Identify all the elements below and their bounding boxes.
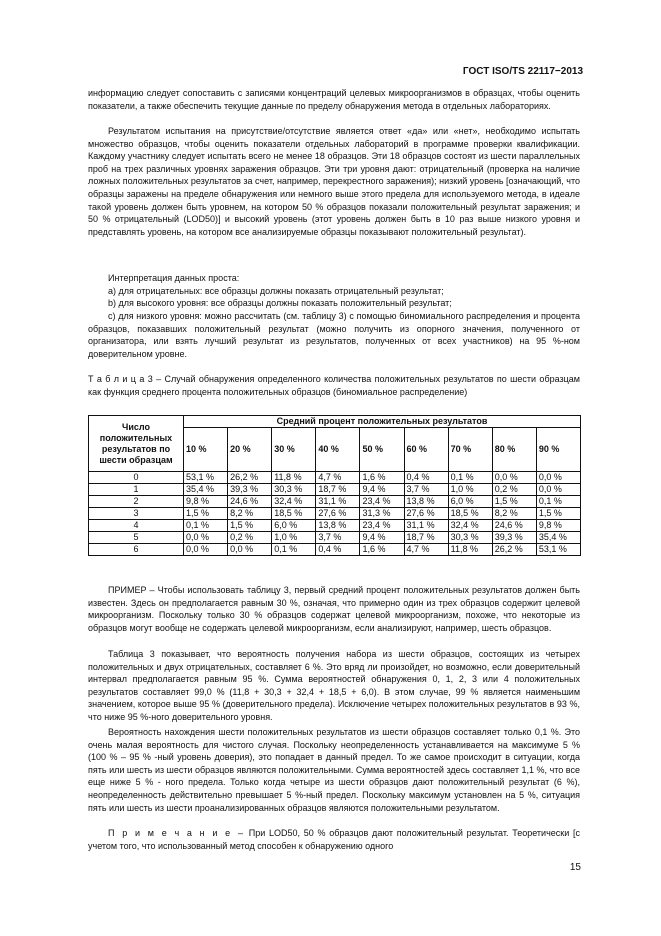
table-cell: 32,4 % — [448, 520, 492, 532]
list-item-b: b) для высокого уровня: все образцы должны показать положительный результат; — [108, 298, 452, 308]
table-column-header: 40 % — [316, 428, 360, 472]
table-cell: 0,0 % — [184, 544, 228, 556]
table-cell: 9,8 % — [536, 520, 580, 532]
table-cell: 24,6 % — [492, 520, 536, 532]
paragraph-8: Вероятность нахождения шести положительных результатов из шести образцов составляет только 0,1 %. Это очень малая вероятность для чистого случая. Поскольку неопределенность устанавливается на максимуме 5 % (100 % – 95 % -ный уровень доверия), это попадает в данный предел. То же самое происходит в ситуации, когда пять или шесть из шести образцов являются положительными. Сумма вероятностей здесь составляет 1,1 %, что все еще ниже 5 % - ного предела. Только когда четыре из шести образцов дают положительный результат (6 %), неопределенность действительно превышает 5 %-ный предел. Поскольку максимум установлен на 5 %, ситуация пять или шесть из шести проанализированных образцов являются положительными результатом. — [88, 727, 580, 813]
table-column-header: 80 % — [492, 428, 536, 472]
table-cell: 0,1 % — [184, 520, 228, 532]
table-cell: 53,1 % — [536, 544, 580, 556]
table-cell: 35,4 % — [536, 532, 580, 544]
table-cell: 0,1 % — [536, 496, 580, 508]
table-cell: 0,2 % — [492, 484, 536, 496]
table-cell: 18,5 % — [448, 508, 492, 520]
table-cell: 18,7 % — [316, 484, 360, 496]
table-cell: 23,4 % — [360, 520, 404, 532]
table-cell: 0,4 % — [316, 544, 360, 556]
table-cell: 0,2 % — [228, 532, 272, 544]
standard-header: ГОСТ ISO/TS 22117−2013 — [462, 66, 583, 77]
table-cell: 9,4 % — [360, 532, 404, 544]
table-cell: 1,5 % — [228, 520, 272, 532]
table-cell: 13,8 % — [316, 520, 360, 532]
table-cell: 35,4 % — [184, 484, 228, 496]
table-cell: 9,4 % — [360, 484, 404, 496]
table-row — [89, 472, 581, 484]
row-count-cell: 5 — [89, 532, 184, 544]
table-cell: 1,0 % — [448, 484, 492, 496]
table-cell: 26,2 % — [492, 544, 536, 556]
table-cell: 3,7 % — [404, 484, 448, 496]
table-cell: 30,3 % — [448, 532, 492, 544]
table-cell: 31,1 % — [404, 520, 448, 532]
table-cell: 31,3 % — [360, 508, 404, 520]
table-row — [89, 508, 581, 520]
row-count-cell: 2 — [89, 496, 184, 508]
row-count-cell: 6 — [89, 544, 184, 556]
table-cell: 4,7 % — [404, 544, 448, 556]
table-cell: 30,3 % — [272, 484, 316, 496]
table-cell: 6,0 % — [448, 496, 492, 508]
table-cell: 1,6 % — [360, 544, 404, 556]
table-cell: 39,3 % — [228, 484, 272, 496]
table-cell: 18,5 % — [272, 508, 316, 520]
table-cell: 24,6 % — [228, 496, 272, 508]
table-cell: 13,8 % — [404, 496, 448, 508]
table-cell: 32,4 % — [272, 496, 316, 508]
table-cell: 39,3 % — [492, 532, 536, 544]
table-row — [89, 496, 581, 508]
table-cell: 0,1 % — [272, 544, 316, 556]
list-item-a: а) для отрицательных: все образцы должны показать отрицательный результат; — [108, 286, 444, 296]
table-cell: 0,0 % — [492, 472, 536, 484]
table-cell: 0,4 % — [404, 472, 448, 484]
list-item-c: с) для низкого уровня: можно рассчитать (см. таблицу 3) с помощью биномиального распределения и процента образцов, показавших положительный результат (можно получить из опорного значения, полученного от организатора, или взять лучший результат из результатов, полученных от всех участников) на 95 %-ном доверительном уровне. — [88, 311, 580, 359]
table-cell: 53,1 % — [184, 472, 228, 484]
table-row — [89, 520, 581, 532]
paragraph-7: Таблица 3 показывает, что вероятность получения набора из шести образцов, состоящих из четырех положительных и двух отрицательных, составляет 6 %. Это вряд ли произойдет, но возможно, если доверительный интервал предполагается равным 95 %. Сумма вероятностей обнаружения 0, 1, 2, 3 или 4 положительных результатов составляет 99,0 % (11,8 + 30,3 + 32,4 + 18,5 + 6,0). В этом случае, 99 % является наименьшим значением, которое выше 95 % (доверительного предела). Исключение четырех положительных результатов в 93 %, что ниже 95 %-ного доверительного уровня. — [88, 649, 580, 722]
table-cell: 1,5 % — [184, 508, 228, 520]
table-caption — [88, 373, 580, 398]
table-cell: 6,0 % — [272, 520, 316, 532]
table-cell: 1,5 % — [536, 508, 580, 520]
table-cell: 8,2 % — [492, 508, 536, 520]
table-column-header: 50 % — [360, 428, 404, 472]
table-caption-text: 3 – Случай обнаружения определенного количества положительных результатов по шести образцам как функция среднего процента положительных образцов (биномиальное распределение) — [88, 374, 580, 397]
table-cell: 9,8 % — [184, 496, 228, 508]
example — [88, 584, 580, 634]
table-column-header: 90 % — [536, 428, 580, 472]
table-cell: 3,7 % — [316, 532, 360, 544]
table-cell: 0,0 % — [184, 532, 228, 544]
table-cell: 23,4 % — [360, 496, 404, 508]
table-cell: 26,2 % — [228, 472, 272, 484]
table-cell: 0,0 % — [228, 544, 272, 556]
row-count-cell: 1 — [89, 484, 184, 496]
table-column-header: 10 % — [184, 428, 228, 472]
table-column-header: 60 % — [404, 428, 448, 472]
example-text: – Чтобы использовать таблицу 3, первый средний процент положительных результатов должен быть известен. Здесь он предполагается равным 30 %, означая, что примерно один из трех образцов содержит целевой микроорганизм. Поскольку только 30 % образцов содержат целевой микроорганизм, похоже, что некоторые из образцов могут вообще не содержать целевой микроорганизм, если анализируют, например, шесть образцов. — [88, 585, 580, 633]
table-cell: 31,1 % — [316, 496, 360, 508]
table-row — [89, 484, 581, 496]
note-label: П р и м е ч а н и е – — [108, 828, 245, 838]
note-text: При LOD50, 50 % образцов дают положительный результат. Теоретически [с учетом того, что использованный метод способен к обнаружению одного — [88, 828, 580, 851]
table-cell: 1,6 % — [360, 472, 404, 484]
table-cell: 27,6 % — [316, 508, 360, 520]
paragraph-2: Результатом испытания на присутствие/отсутствие является ответ «да» или «нет», необходимо испытать множество образцов, чтобы оценить показатели отдельных лабораторий в программе проверки квалификации. Каждому участнику следует испытать всего не менее 18 образцов. Эти 18 образцов состоят из шести параллельных проб на трех различных уровнях заражения образцов. Эти три уровня дают: отрицательный (проверка на наличие ложных положительных результатов за счет, например, перекрестного заражения); низкий уровень [означающий, что образцы заражены на пределе обнаружения или немного выше этого предела для используемого метода, в идеале такой уровень должен быть уровнем, на котором 50 % образцов показали положительный результат заражения; и 50 % отрицательный (LOD50)] и высокий уровень (этот уровень должен быть в 10 раз выше низкого уровня и представлять уровень, на котором все анализируемые образцы показывают положительный результат). — [88, 126, 580, 237]
row-count-cell: 0 — [89, 472, 184, 484]
page-number: 15 — [569, 862, 581, 873]
data-table — [88, 415, 581, 556]
table-column-header: 30 % — [272, 428, 316, 472]
table-cell: 4,7 % — [316, 472, 360, 484]
table-group-header: Средний процент положительных результатов — [184, 416, 581, 428]
table-row — [89, 544, 581, 556]
row-count-cell: 3 — [89, 508, 184, 520]
table-row-header: Число положительных результатов по шести образцам — [89, 416, 184, 472]
paragraph-3: Интерпретация данных проста: — [108, 273, 240, 283]
paragraph-1: информацию следует сопоставить с записями концентраций целевых микроорганизмов в образцах, чтобы оценить показатели, а также обеспечить текущие данные по пределу обнаружения метода в отдельных лабораториях. — [88, 88, 580, 111]
table-cell: 1,0 % — [272, 532, 316, 544]
table-cell: 8,2 % — [228, 508, 272, 520]
note — [88, 827, 580, 852]
table-cell: 0,1 % — [448, 472, 492, 484]
table-caption-label: Т а б л и ц а — [88, 374, 145, 384]
row-count-cell: 4 — [89, 520, 184, 532]
example-label: ПРИМЕР — [108, 585, 147, 595]
table-cell: 0,0 % — [536, 472, 580, 484]
table-column-header: 70 % — [448, 428, 492, 472]
table-column-header: 20 % — [228, 428, 272, 472]
table-cell: 1,5 % — [492, 496, 536, 508]
table-row — [89, 532, 581, 544]
table-cell: 27,6 % — [404, 508, 448, 520]
table-cell: 11,8 % — [448, 544, 492, 556]
table-cell: 0,0 % — [536, 484, 580, 496]
table-cell: 11,8 % — [272, 472, 316, 484]
table-cell: 18,7 % — [404, 532, 448, 544]
